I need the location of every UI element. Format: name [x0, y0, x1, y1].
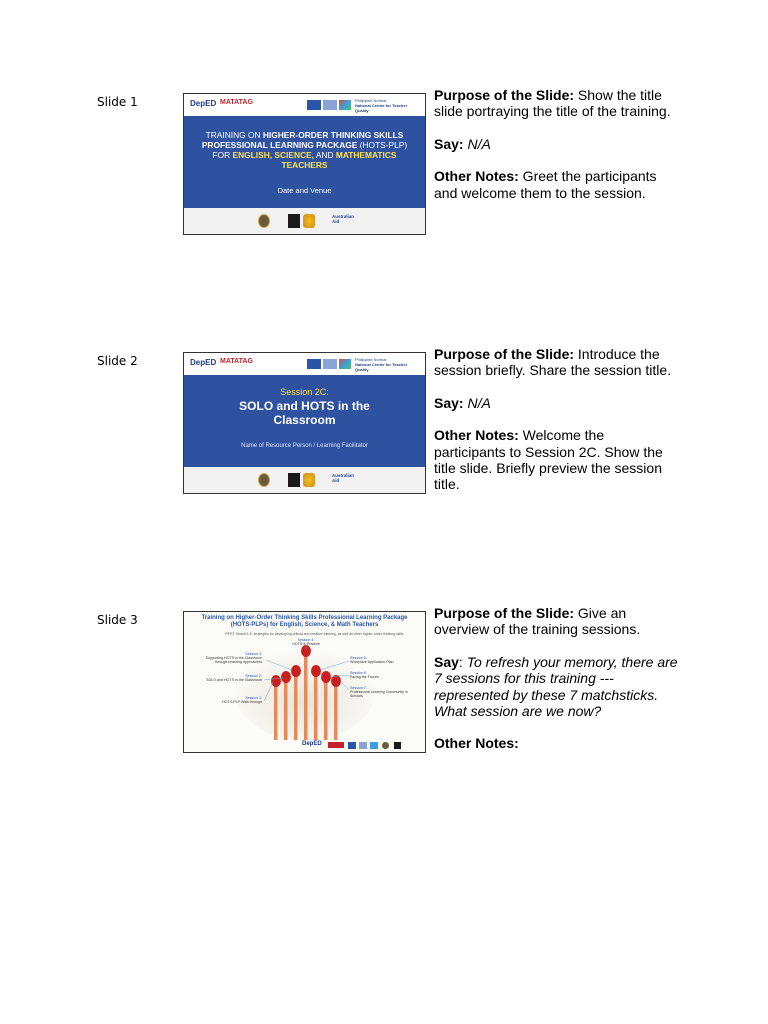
slide-1-thumbnail [183, 93, 426, 235]
partner-logos [307, 98, 417, 112]
matatag-logo: MATATAG [220, 99, 253, 106]
footer-logos [184, 473, 425, 487]
say-note: Say: N/A [434, 394, 491, 411]
thumb-header [184, 94, 425, 116]
triangle-logo-icon [339, 100, 351, 110]
australian-aid-logo: Australian Aid [332, 214, 355, 224]
match-head [271, 675, 281, 687]
partner-logo-text: Philippine Normal National Center for Teacher Quality [355, 98, 408, 113]
matchstick [294, 670, 298, 740]
partner-logo-icon [348, 742, 356, 749]
matchstick [324, 676, 328, 740]
slide-label: Slide 3 [97, 613, 138, 627]
matchstick [334, 680, 338, 740]
session-label: Session 4: HOTS in Practice [292, 638, 320, 647]
session-number: Session 2C: [280, 387, 329, 397]
partner-logo-icon [323, 359, 337, 369]
other-note: Other Notes: Welcome the participants to Session 2C. Show the title slide. Briefly preview the session title. [434, 427, 663, 493]
other-note: Other Notes: Greet the participants and welcome them to the session. [434, 168, 657, 201]
slide-label: Slide 2 [97, 354, 138, 368]
session-label: Session 5: Workplace Application Plan [350, 656, 394, 665]
session-label: Session 2: SOLO and HOTS in the Classroom [206, 674, 262, 683]
slide-title: Training on Higher-Order Thinking Skills Professional Learning Package (HOTS-PLPs) for English, Science, & Math Teachers [201, 615, 408, 628]
partner-logos [307, 357, 417, 371]
slide-2-thumbnail [183, 352, 426, 494]
slide-subtitle: Name of Resource Person / Learning Facilitator [241, 443, 368, 449]
thumb-header [184, 353, 425, 375]
slide-3-notes [434, 605, 679, 768]
thumb-body [184, 116, 425, 210]
deped-logo: DepED [302, 741, 322, 747]
match-head [281, 671, 291, 683]
matchstick [284, 676, 288, 740]
slide-2-notes [434, 346, 679, 509]
ppst-strand-text: PPST Strand 1.5: strategies for developing critical and creative thinking, as well as other higher-order thinking skills [225, 632, 404, 636]
slide-1-notes [434, 87, 679, 217]
seal-logo-icon [258, 214, 270, 228]
matatag-logo: MATATAG [220, 358, 253, 365]
triangle-logo-icon [339, 359, 351, 369]
say-note: Say: N/A [434, 135, 491, 152]
slide-3-thumbnail [183, 611, 426, 753]
thumb-footer [184, 467, 425, 493]
seal-logo-icon [382, 742, 389, 749]
partner-logo-icon [359, 742, 367, 749]
slide-label: Slide 1 [97, 95, 138, 109]
partner-logo-text: Philippine Normal National Center for Teacher Quality [355, 357, 408, 372]
purpose-note: Purpose of the Slide: Introduce the session briefly. Share the session title. [434, 346, 672, 379]
other-note: Other Notes: [434, 735, 519, 752]
thumb-body [184, 375, 425, 469]
purpose-note: Purpose of the Slide: Show the title slide portraying the title of the training. [434, 87, 671, 120]
slide-subtitle: Date and Venue [277, 186, 332, 195]
thumb-footer [184, 208, 425, 234]
say-note: Say: To refresh your memory, there are 7 sessions for this training --- represented by these 7 matchsticks. What session are we now? [434, 653, 678, 720]
institution-logo-icon [288, 214, 300, 228]
matatag-logo-icon [328, 742, 344, 748]
matchstick [304, 650, 308, 740]
match-head [321, 671, 331, 683]
deped-logo: DepED [190, 358, 217, 367]
match-head [291, 665, 301, 677]
slide-title: SOLO and HOTS in the Classroom [239, 399, 370, 427]
thumb-footer [184, 738, 425, 752]
australia-map-icon [303, 473, 315, 487]
session-label: Session 7: Professional Learning Community in Schools [350, 686, 408, 699]
purpose-note: Purpose of the Slide: Give an overview of the training sessions. [434, 605, 641, 638]
session-label: Session 1: HOTS-PLP Walk through [222, 696, 262, 705]
partner-logo-icon [323, 100, 337, 110]
slide-title: TRAINING ON HIGHER-ORDER THINKING SKILLS PROFESSIONAL LEARNING PACKAGE (HOTS-PLP) FOR ENGLISH, SCIENCE, AND MATHEMATICS TEACHERS [201, 130, 408, 170]
matchstick [314, 670, 318, 740]
australia-map-icon [303, 214, 315, 228]
institution-logo-icon [288, 473, 300, 487]
session-label: Session 3: Supporting HOTS in the Classroom through Learning Approaches [205, 652, 262, 665]
footer-logos [184, 214, 425, 228]
deped-logo: DepED [190, 99, 217, 108]
australian-aid-logo: Australian Aid [332, 473, 355, 483]
seal-logo-icon [258, 473, 270, 487]
match-head [311, 665, 321, 677]
session-label: Session 6: Facing the Forces [350, 671, 379, 680]
matchstick [274, 680, 278, 740]
partner-logo-icon [307, 100, 321, 110]
institution-logo-icon [394, 742, 401, 749]
partner-logo-icon [307, 359, 321, 369]
triangle-logo-icon [370, 742, 378, 749]
matchsticks-illustration [184, 612, 426, 753]
